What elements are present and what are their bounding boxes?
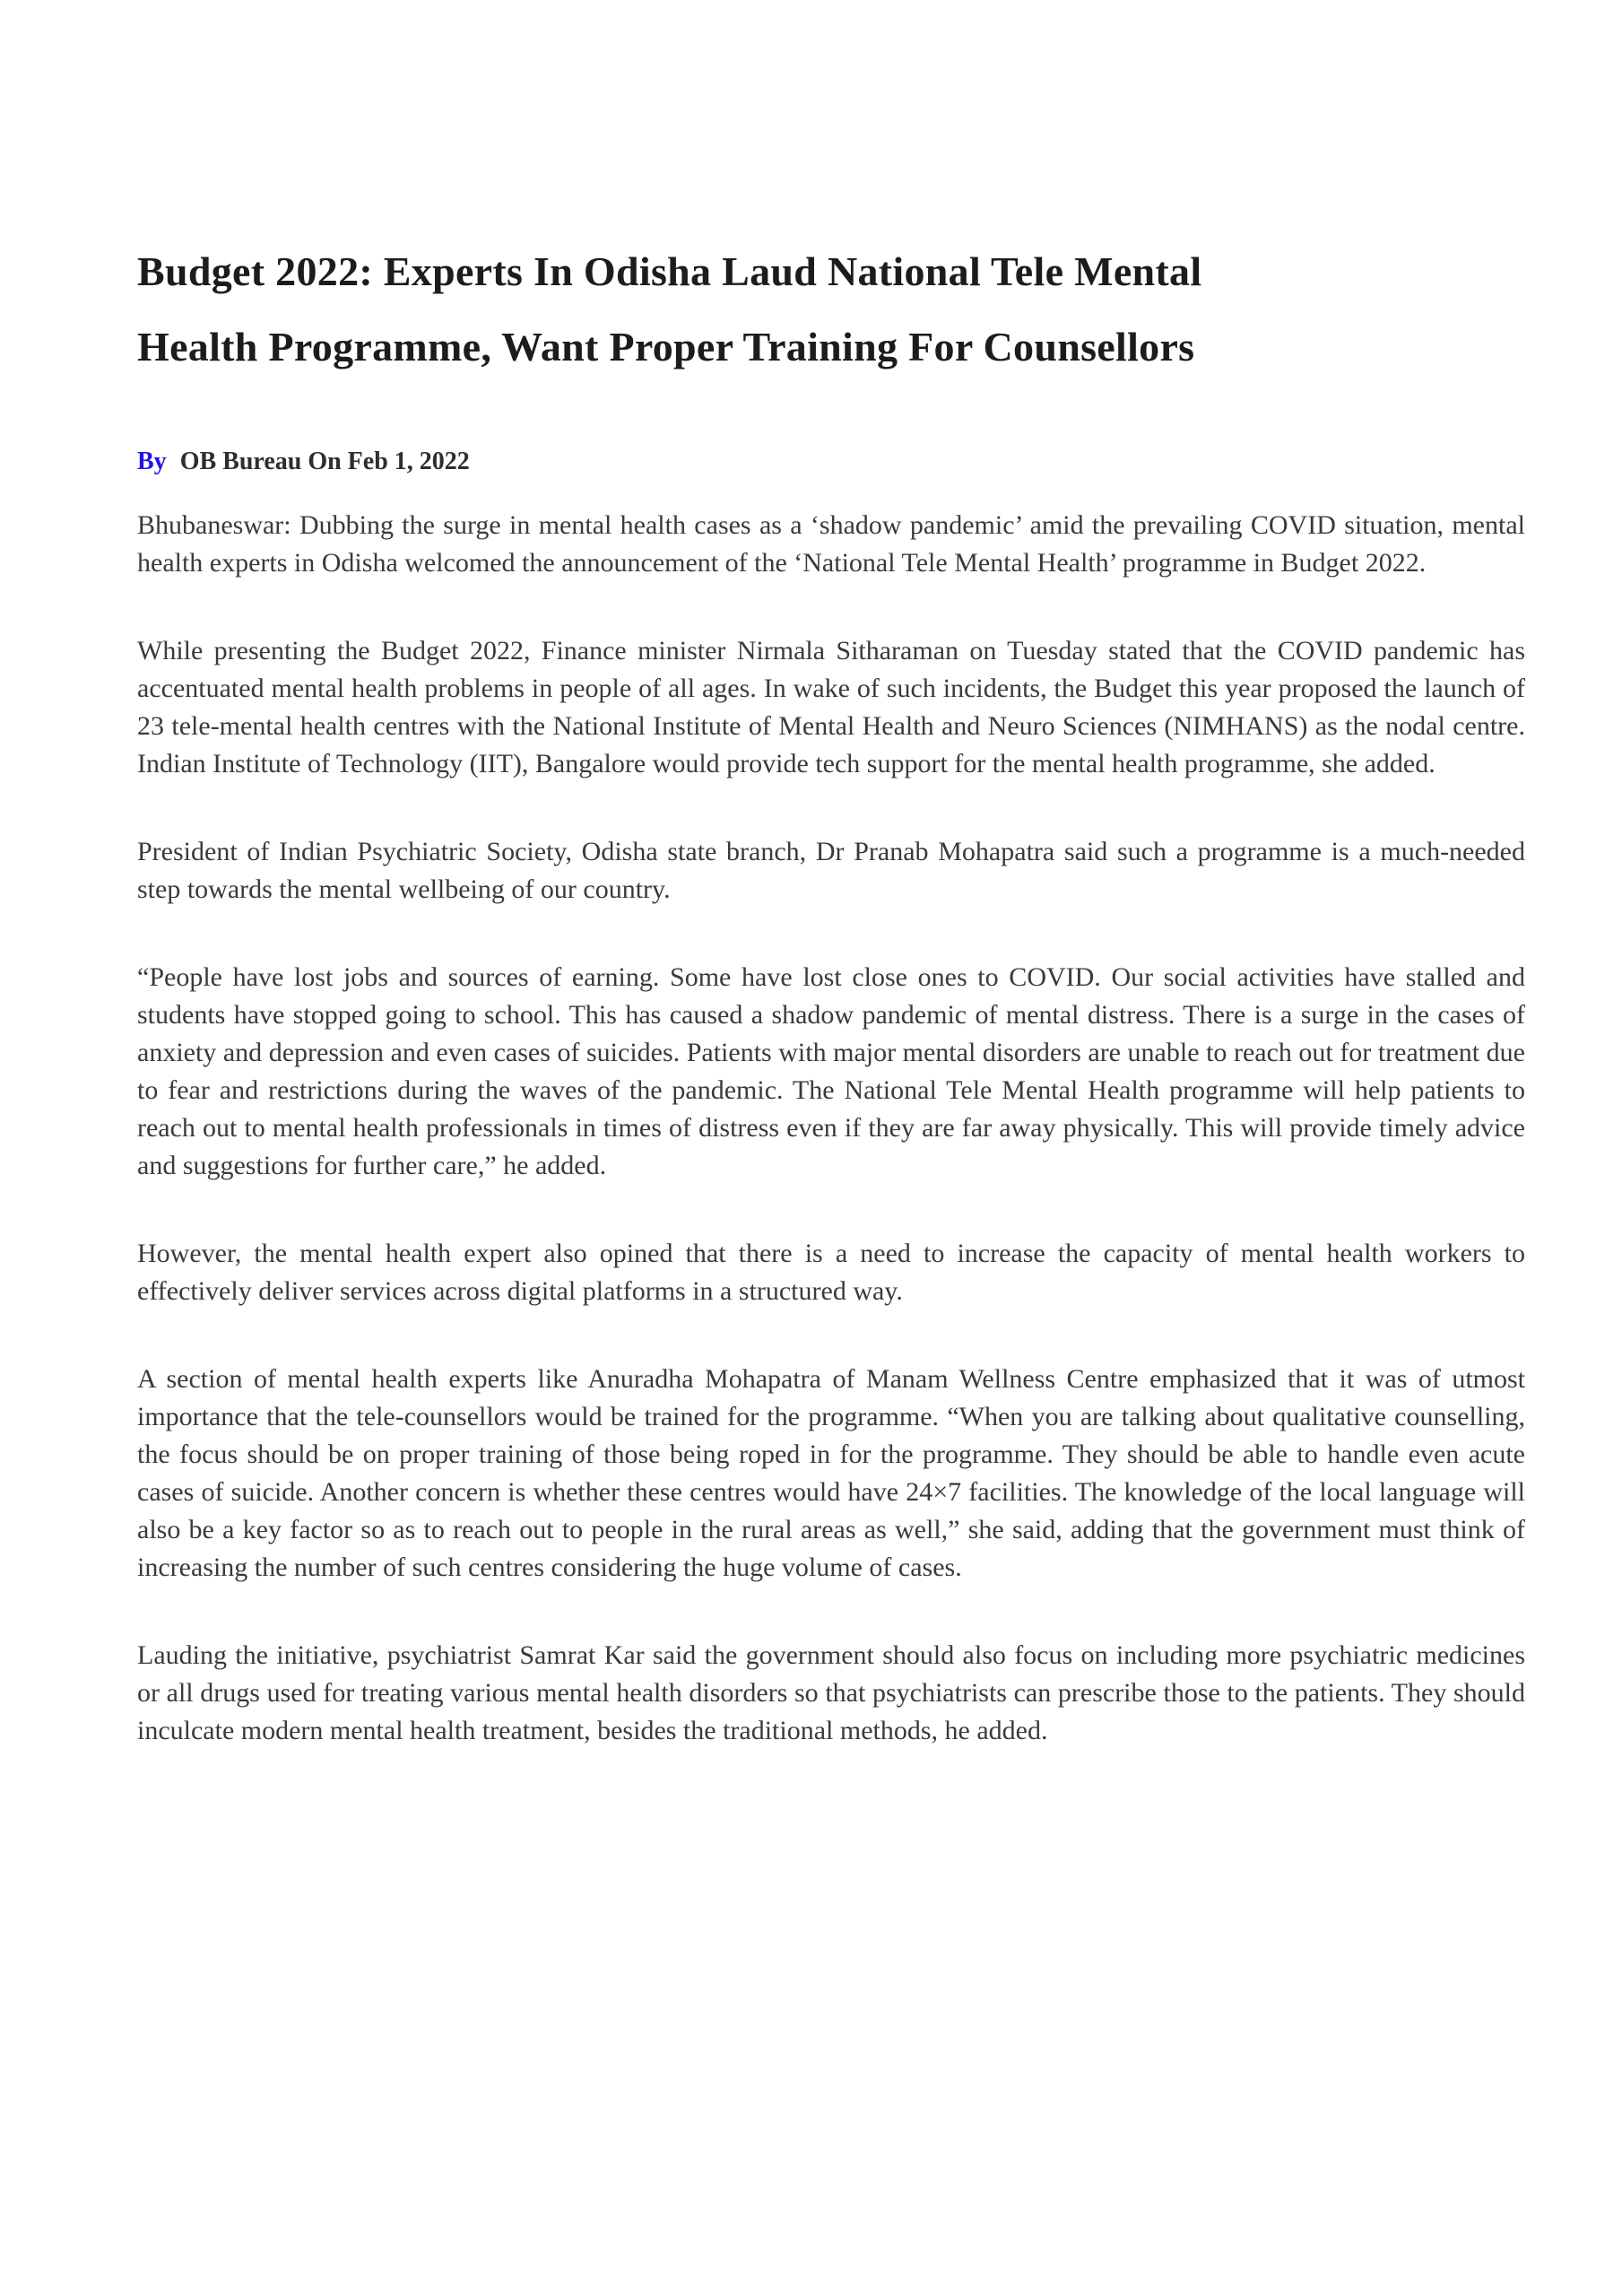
byline [137,444,1525,480]
article-paragraph: President of Indian Psychiatric Society, Odisha state branch, Dr Pranab Mohapatra said such a programme is a much-needed step towards the mental wellbeing of our country. [137,837,1525,904]
article-paragraph: While presenting the Budget 2022, Finance minister Nirmala Sitharaman on Tuesday stated that the COVID pandemic has accentuated mental health problems in people of all ages. In wake of such incidents, the Budget this year proposed the launch of 23 tele-mental health centres with the National Institute of Mental Health and Neuro Sciences (NIMHANS) as the nodal centre. Indian Institute of Technology (IIT), Bangalore would provide tech support for the mental health programme, she added. [137,636,1525,778]
article-paragraph: However, the mental health expert also opined that there is a need to increase the capacity of mental health workers to effectively deliver services across digital platforms in a structured way. [137,1239,1525,1306]
article-title [137,234,1525,385]
article-title-line-1: Budget 2022: Experts In Odisha Laud National Tele Mental [137,248,1202,294]
article-paragraph: Bhubaneswar: Dubbing the surge in mental health cases as a ‘shadow pandemic’ amid the prevailing COVID situation, mental health experts in Odisha welcomed the announcement of the ‘National Tele Mental Health’ programme in Budget 2022. [137,510,1525,578]
news-article [137,0,1525,1750]
article-paragraph: A section of mental health experts like Anuradha Mohapatra of Manam Wellness Centre emphasized that it was of utmost importance that the tele-counsellors would be trained for the programme. “When you are talking about qualitative counselling, the focus should be on proper training of those being roped in for the programme. They should be able to handle even acute cases of suicide. Another concern is whether these centres would have 24×7 facilities. The knowledge of the local language will also be a key factor so as to reach out to people in the rural areas as well,” she said, adding that the government must think of increasing the number of such centres considering the huge volume of cases. [137,1364,1525,1582]
byline-by-label: By [137,448,173,475]
byline-author-date: OB Bureau On Feb 1, 2022 [179,448,470,475]
article-paragraph: “People have lost jobs and sources of earning. Some have lost close ones to COVID. Our social activities have stalled and students have stopped going to school. This has caused a shadow pandemic of mental distress. There is a surge in the cases of anxiety and depression and even cases of suicides. Patients with major mental disorders are unable to reach out for treatment due to fear and restrictions during the waves of the pandemic. The National Tele Mental Health programme will help patients to reach out to mental health professionals in times of distress even if they are far away physically. This will provide timely advice and suggestions for further care,” he added. [137,962,1525,1180]
article-paragraph: Lauding the initiative, psychiatrist Samrat Kar said the government should also focus on including more psychiatric medicines or all drugs used for treating various mental health disorders so that psychiatrists can prescribe those to the patients. They should inculcate modern mental health treatment, besides the traditional methods, he added. [137,1640,1525,1745]
article-title-line-2: Health Programme, Want Proper Training For Counsellors [137,324,1195,370]
